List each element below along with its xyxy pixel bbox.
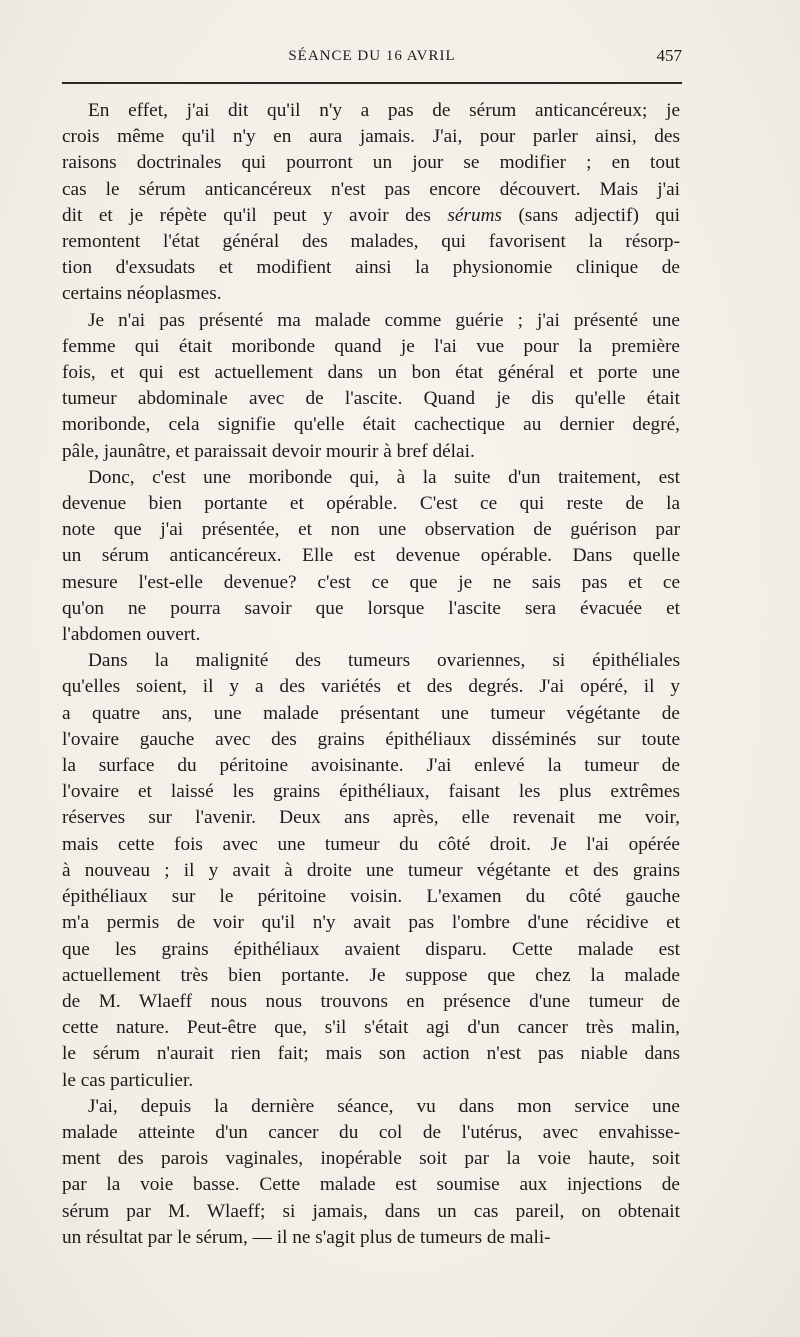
text-line: par la voie basse. Cette malade est soumise aux injections de: [62, 1174, 680, 1196]
text-line: l'ovaire gauche avec des grains épithéliaux disséminés sur toute: [62, 728, 680, 750]
text-line: Dans la malignité des tumeurs ovariennes, si épithéliales: [88, 650, 680, 672]
text-line: fois, et qui est actuellement dans un bon état général et porte une: [62, 362, 680, 384]
text-line: l'ovaire et laissé les grains épithéliaux, faisant les plus extrêmes: [62, 781, 680, 803]
text-line: raisons doctrinales qui pourront un jour se modifier ; en tout: [62, 152, 680, 174]
text-line: sérum par M. Wlaeff; si jamais, dans un cas pareil, on obtenait: [62, 1200, 680, 1222]
text-line: réserves sur l'avenir. Deux ans après, elle revenait me voir,: [62, 807, 680, 829]
text-line: à nouveau ; il y avait à droite une tumeur végétante et des grains: [62, 859, 680, 881]
text-line: Donc, c'est une moribonde qui, à la suite d'un traitement, est: [88, 466, 680, 488]
text-line: que les grains épithéliaux avaient disparu. Cette malade est: [62, 938, 680, 960]
text-line: ment des parois vaginales, inopérable soit par la voie haute, soit: [62, 1148, 680, 1170]
text-line: actuellement très bien portante. Je suppose que chez la malade: [62, 964, 680, 986]
text-line: En effet, j'ai dit qu'il n'y a pas de sérum anticancéreux; je: [88, 100, 680, 121]
text-line: un résultat par le sérum, — il ne s'agit plus de tumeurs de mali-: [62, 1226, 551, 1248]
paragraph: [62, 648, 680, 1093]
paragraph: [62, 98, 680, 308]
text-line: tumeur abdominale avec de l'ascite. Quand je dis qu'elle était: [62, 388, 680, 410]
text-line: malade atteinte d'un cancer du col de l'utérus, avec envahisse-: [62, 1121, 680, 1143]
body-text: [62, 98, 680, 1251]
text-line: tion d'exsudats et modifient ainsi la physionomie clinique de: [62, 257, 680, 279]
text-line: m'a permis de voir qu'il n'y avait pas l'ombre d'une récidive et: [62, 912, 680, 934]
running-title: SÉANCE DU 16 AVRIL: [288, 48, 456, 64]
text-line: Je n'ai pas présenté ma malade comme guérie ; j'ai présenté une: [88, 309, 680, 331]
paragraph: [62, 465, 680, 648]
page-number: 457: [656, 46, 682, 65]
text-line: qu'on ne pourra savoir que lorsque l'ascite sera évacuée et: [62, 597, 680, 619]
text-line: a quatre ans, une malade présentant une tumeur végétante de: [62, 702, 680, 724]
text-line: de M. Wlaeff nous nous trouvons en présence d'une tumeur de: [62, 990, 680, 1012]
paragraph: [62, 1094, 680, 1251]
running-head: [62, 46, 682, 70]
text-line: cas le sérum anticancéreux n'est pas encore découvert. Mais j'ai: [62, 178, 680, 200]
text-line: épithéliaux sur le péritoine voisin. L'examen du côté gauche: [62, 886, 680, 908]
text-line: le cas particulier.: [62, 1069, 194, 1091]
text-line: moribonde, cela signifie qu'elle était cachectique au dernier degré,: [62, 414, 680, 436]
text-line: femme qui était moribonde quand je l'ai vue pour la première: [62, 335, 680, 357]
text-line: mais cette fois avec une tumeur du côté droit. Je l'ai opérée: [62, 833, 680, 855]
text-line: J'ai, depuis la dernière séance, vu dans mon service une: [88, 1095, 680, 1117]
text-line: remontent l'état général des malades, qui favorisent la résorp-: [62, 231, 680, 253]
text-line: note que j'ai présentée, et non une observation de guérison par: [62, 519, 680, 541]
text-line: un sérum anticancéreux. Elle est devenue opérable. Dans quelle: [62, 545, 680, 567]
text-line: l'abdomen ouvert.: [62, 624, 201, 646]
text-line: la surface du péritoine avoisinante. J'ai enlevé la tumeur de: [62, 755, 680, 777]
text-line: devenue bien portante et opérable. C'est ce qui reste de la: [62, 493, 680, 515]
text-line: cette nature. Peut-être que, s'il s'était agi d'un cancer très malin,: [62, 1017, 680, 1039]
text-line: pâle, jaunâtre, et paraissait devoir mourir à bref délai.: [62, 440, 475, 462]
text-line: certains néoplasmes.: [62, 283, 222, 305]
text-line: qu'elles soient, il y a des variétés et des degrés. J'ai opéré, il y: [62, 676, 680, 698]
text-line: dit et je répète qu'il peut y avoir des sérums (sans adjectif) qui: [62, 204, 680, 226]
text-line: mesure l'est-elle devenue? c'est ce que je ne sais pas et ce: [62, 571, 680, 593]
text-line: crois même qu'il n'y en aura jamais. J'ai, pour parler ainsi, des: [62, 126, 680, 148]
text-line: le sérum n'aurait rien fait; mais son action n'est pas niable dans: [62, 1043, 680, 1065]
header-rule: [62, 82, 682, 84]
emphasis: sérums: [447, 204, 503, 226]
paragraph: [62, 308, 680, 465]
